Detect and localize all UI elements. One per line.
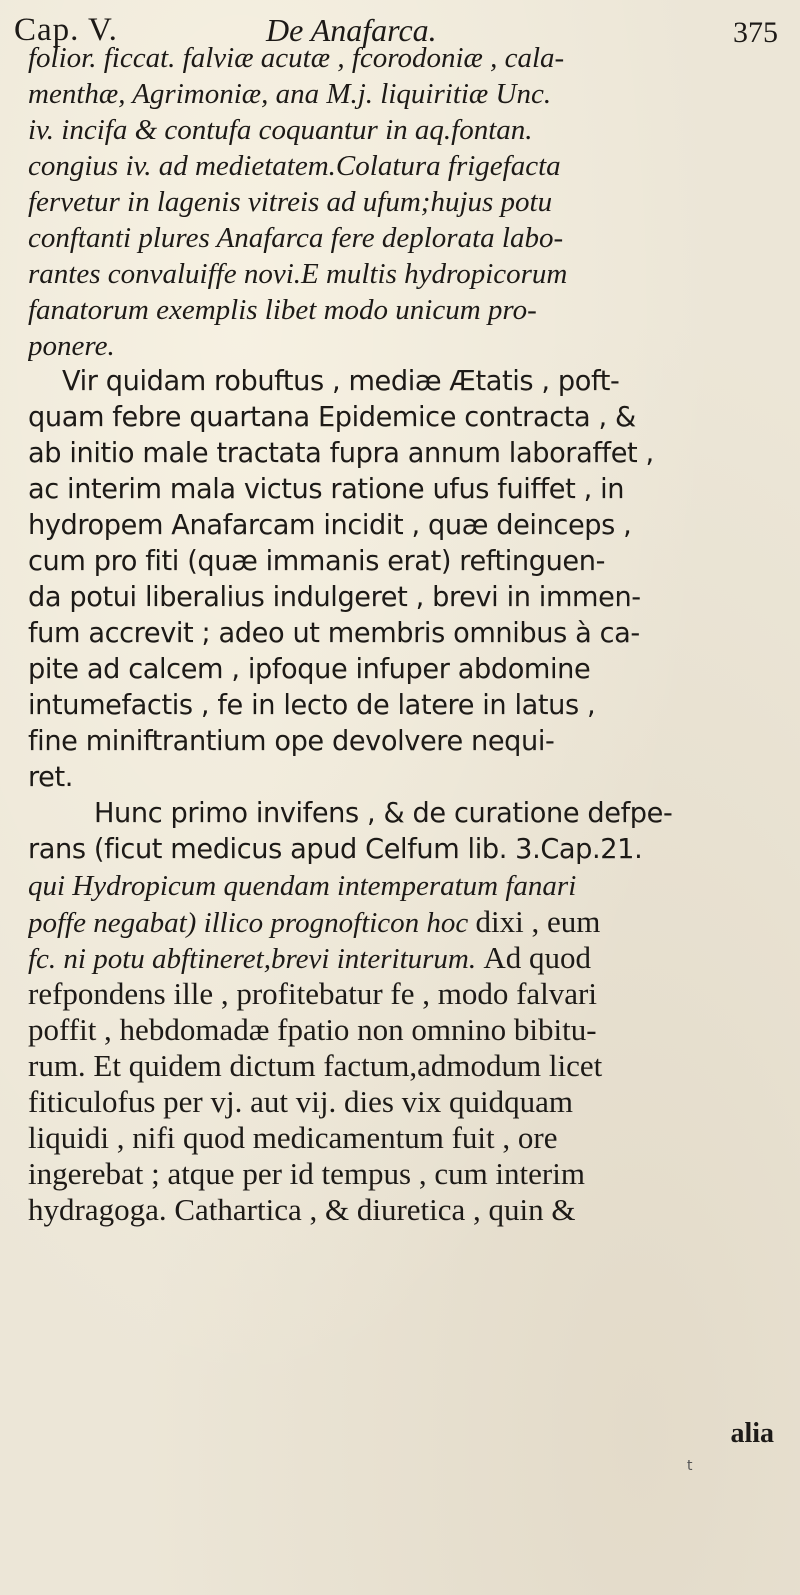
text-line: qui Hydropicum quendam intemperatum fanari xyxy=(28,870,577,902)
roman-run: dixi , eum xyxy=(475,904,601,939)
text-line xyxy=(28,940,780,976)
text-line: folior. ficcat. falviæ acutæ , fcorodoniæ , cala- xyxy=(28,42,565,74)
text-line: fervetur in lagenis vitreis ad ufum;hujus potu xyxy=(28,186,553,218)
paragraph-start: Vir quidam robuftus , mediæ Ætatis , poft- xyxy=(62,366,620,397)
paragraph-start: Hunc primo invifens , & de curatione defpe- xyxy=(94,798,673,829)
text-line: refpondens ille , profitebatur fe , modo falvari xyxy=(28,976,597,1011)
text-line: hydropem Anafarcam incidit , quæ deinceps , xyxy=(28,510,632,541)
text-line: conftanti plures Anafarca fere deplorata labo- xyxy=(28,222,564,254)
text-line: menthæ, Agrimoniæ, ana M.j. liquiritiæ Unc. xyxy=(28,78,552,110)
text-line: congius iv. ad medietatem.Colatura frigefacta xyxy=(28,150,561,182)
text-line: ret. xyxy=(28,762,74,793)
text-line: rans (ficut medicus apud Celfum lib. 3.Cap.21. xyxy=(28,834,643,865)
text-line: intumefactis , fe in lecto de latere in latus , xyxy=(28,690,596,721)
text-line: ab initio male tractata fupra annum laboraffet , xyxy=(28,438,654,469)
text-line: ponere. xyxy=(28,330,115,362)
signature-mark: t xyxy=(687,1458,693,1474)
text-line: hydragoga. Cathartica , & diuretica , quin & xyxy=(28,1192,576,1227)
running-title: De Anafarca. xyxy=(266,12,437,48)
text-line: ac interim mala victus ratione ufus fuiffet , in xyxy=(28,474,625,505)
text-line: rantes convaluiffe novi.E multis hydropicorum xyxy=(28,258,568,290)
text-line: rum. Et quidem dictum factum,admodum licet xyxy=(28,1048,603,1083)
text-line: fanatorum exemplis libet modo unicum pro- xyxy=(28,294,537,326)
page-number: 375 xyxy=(733,16,778,49)
italic-run: fc. ni potu abftineret,brevi interiturum. xyxy=(28,943,484,975)
text-line: quam febre quartana Epidemice contracta , & xyxy=(28,402,636,433)
text-line: pite ad calcem , ipfoque infuper abdomine xyxy=(28,654,591,685)
text-line: fum accrevit ; adeo ut membris omnibus à ca- xyxy=(28,618,640,649)
text-line: fiticulofus per vj. aut vij. dies vix quidquam xyxy=(28,1084,573,1119)
text-line xyxy=(28,904,780,940)
text-body xyxy=(28,40,780,1228)
text-line: fine miniftrantium ope devolvere nequi- xyxy=(28,726,555,757)
italic-run: poffe negabat) illico prognofticon hoc xyxy=(28,907,476,939)
text-line: cum pro fiti (quæ immanis erat) reftinguen- xyxy=(28,546,605,577)
chapter-label: Cap. V. xyxy=(14,12,118,48)
text-line: poffit , hebdomadæ fpatio non omnino bibitu- xyxy=(28,1012,597,1047)
text-line: ingerebat ; atque per id tempus , cum interim xyxy=(28,1156,585,1191)
catchword: alia xyxy=(730,1418,774,1449)
text-line: da potui liberalius indulgeret , brevi in immen- xyxy=(28,582,641,613)
text-line: liquidi , nifi quod medicamentum fuit , ore xyxy=(28,1120,558,1155)
text-line: iv. incifa & contufa coquantur in aq.fontan. xyxy=(28,114,533,146)
roman-run: Ad quod xyxy=(483,940,591,975)
